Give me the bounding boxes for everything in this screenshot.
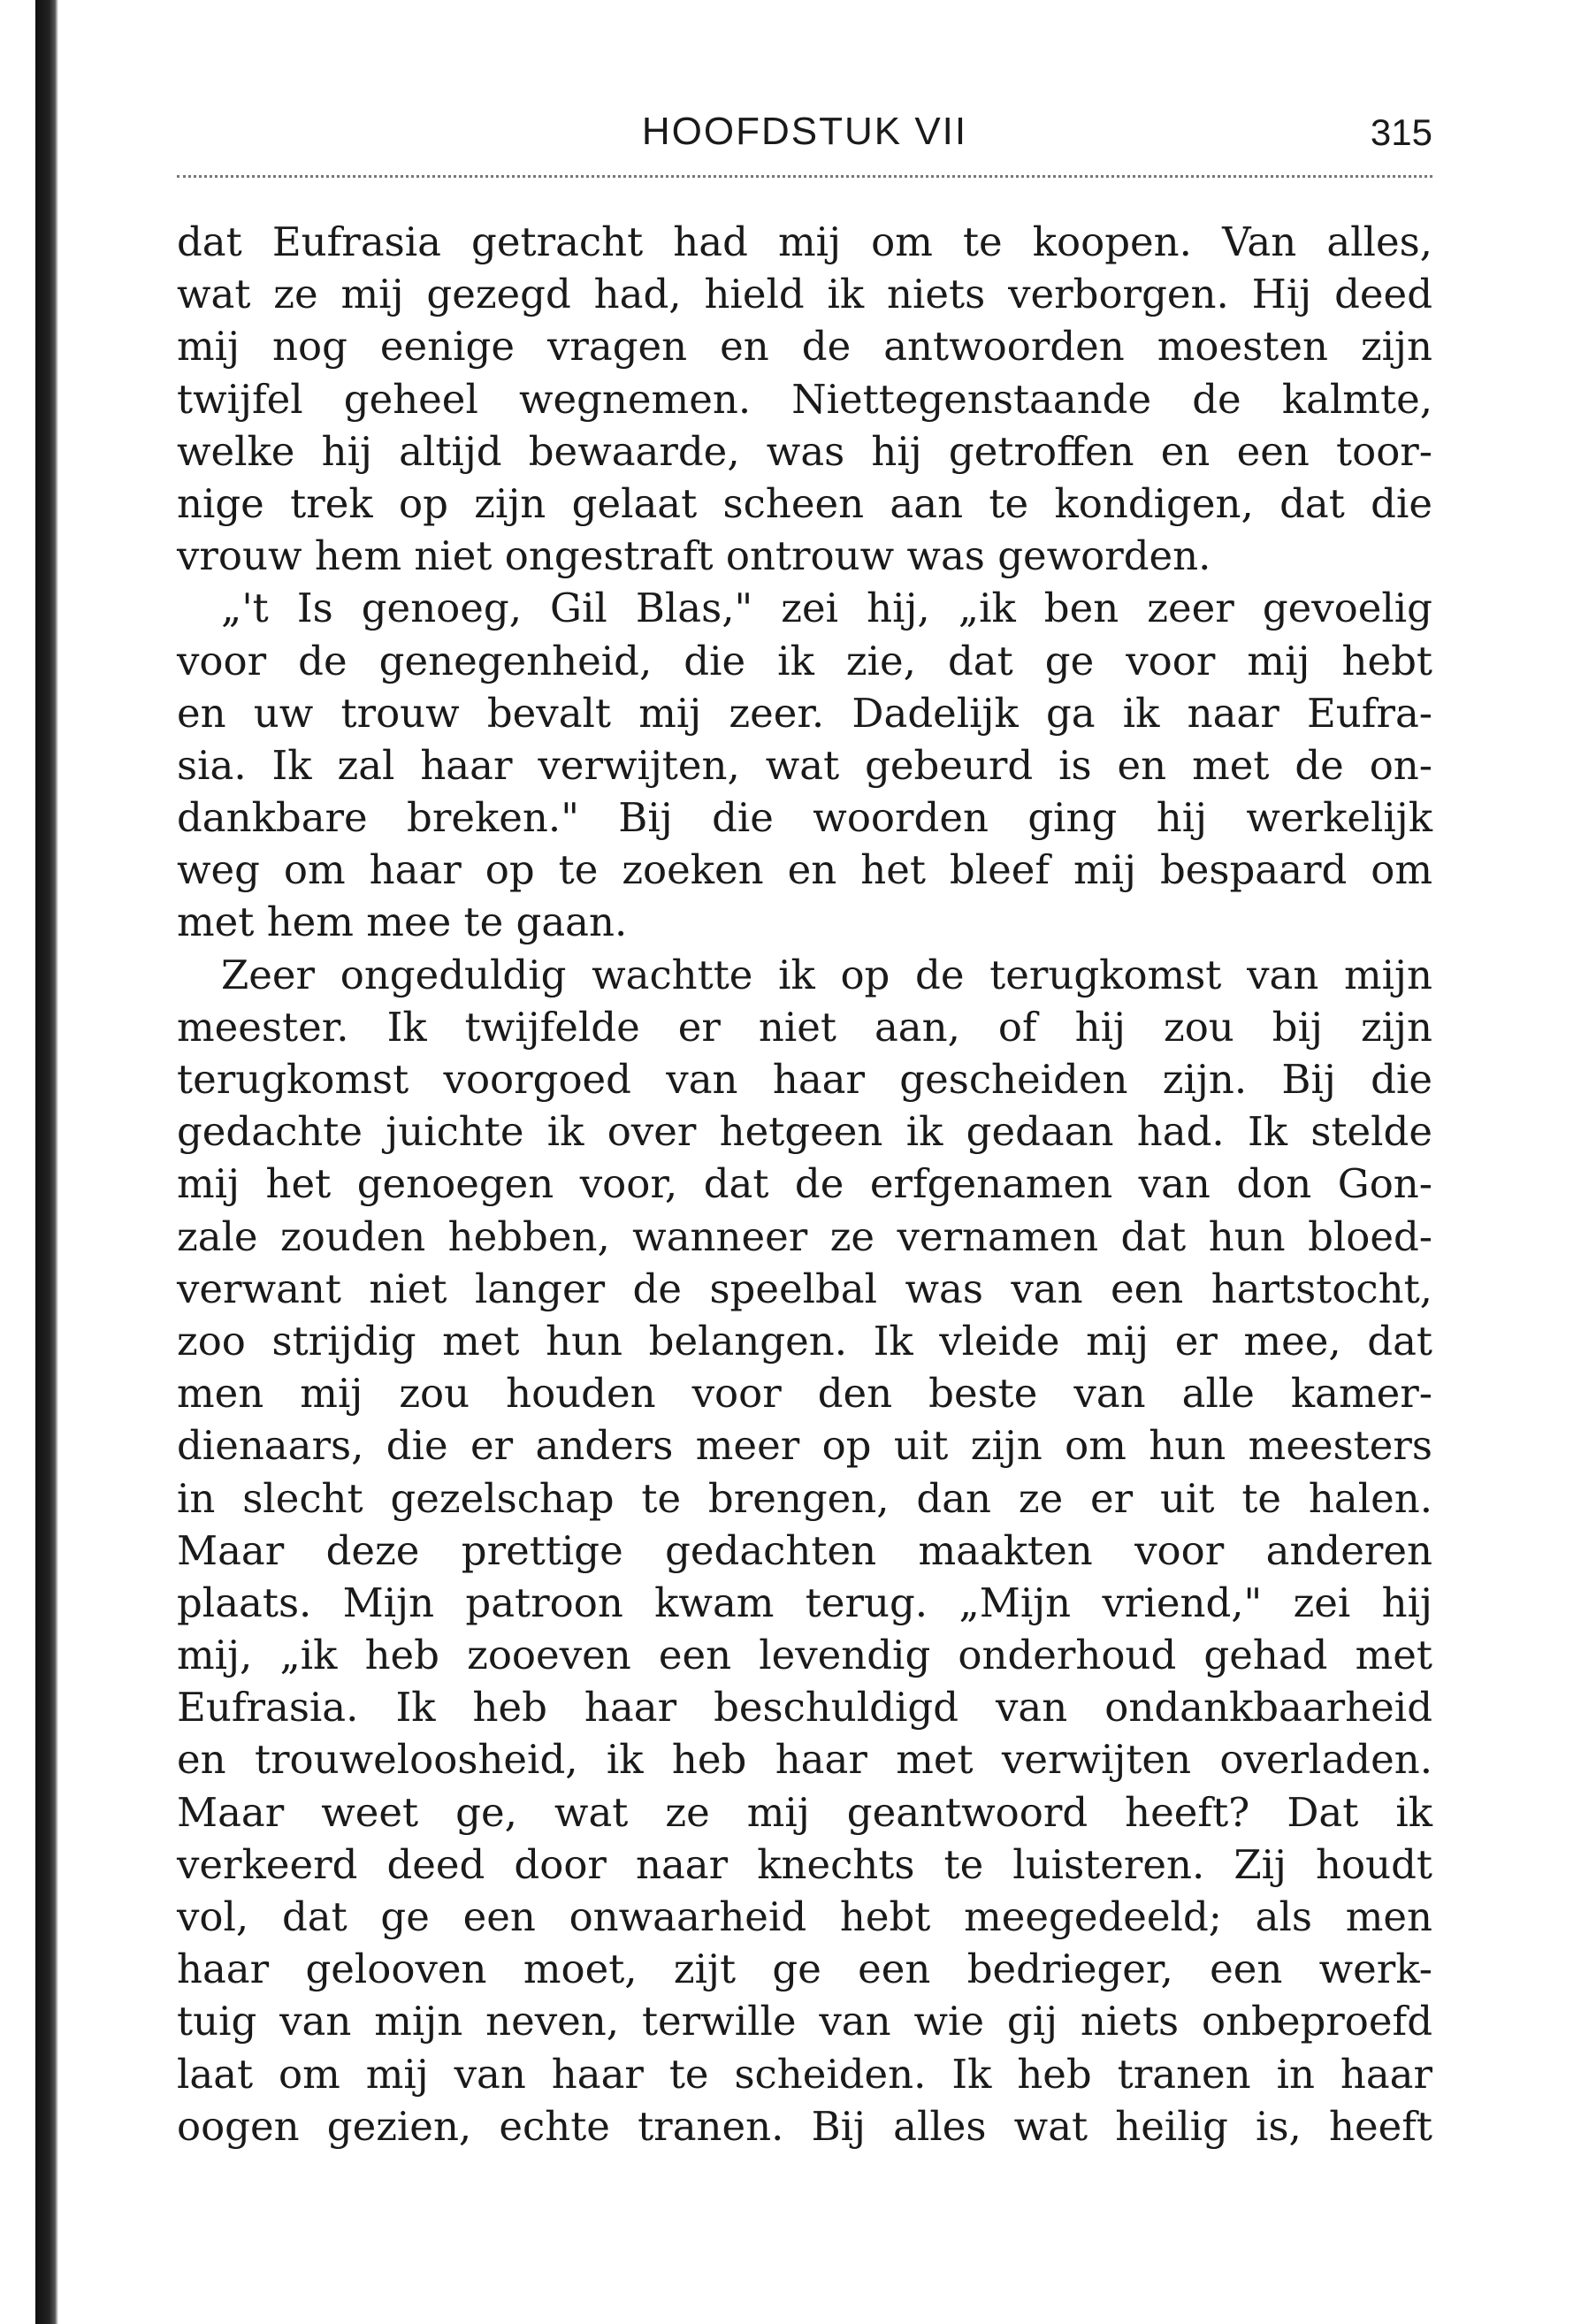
text-line: zoo strijdig met hun belangen. Ik vleide mij er mee, dat: [177, 1317, 1432, 1365]
text-line: in slecht gezelschap te brengen, dan ze er uit te halen.: [177, 1474, 1432, 1522]
text-line: mij, „ik heb zooeven een levendig onderhoud gehad met: [177, 1632, 1432, 1679]
text-line: vol, dat ge een onwaarheid hebt meegedeeld; als men: [177, 1893, 1432, 1940]
text-line: vrouw hem niet ongestraft ontrouw was geworden.: [177, 532, 1211, 580]
text-line: dienaars, die er anders meer op uit zijn om hun meesters: [177, 1422, 1432, 1470]
text-line: verwant niet langer de speelbal was van een hartstocht,: [177, 1265, 1432, 1312]
text-line: verkeerd deed door naar knechts te luisteren. Zij houdt: [177, 1840, 1432, 1888]
text-line: Maar deze prettige gedachten maakten voor anderen: [177, 1526, 1432, 1574]
running-head: [177, 104, 1432, 166]
page-body: [177, 216, 1432, 2152]
text-line: twijfel geheel wegnemen. Niettegenstaande de kalmte,: [177, 375, 1432, 423]
text-line: dat Eufrasia getracht had mij om te koopen. Van alles,: [177, 218, 1432, 265]
text-line: wat ze mij gezegd had, hield ik niets verborgen. Hij deed: [177, 271, 1432, 318]
text-line: mij nog eenige vragen en de antwoorden moesten zijn: [177, 323, 1432, 371]
text-line: met hem mee te gaan.: [177, 898, 628, 946]
text-line: sia. Ik zal haar verwijten, wat gebeurd is en met de on-: [177, 741, 1432, 789]
text-line: men mij zou houden voor den beste van alle kamer-: [177, 1370, 1432, 1418]
text-line: oogen gezien, echte tranen. Bij alles wat heilig is, heeft: [177, 2102, 1432, 2150]
text-line: haar gelooven moet, zijt ge een bedrieger, een werk-: [177, 1946, 1432, 1993]
text-line: zale zouden hebben, wanneer ze vernamen dat hun bloed-: [177, 1212, 1432, 1260]
text-line: nige trek op zijn gelaat scheen aan te kondigen, dat die: [177, 479, 1432, 527]
text-line: Zeer ongeduldig wachtte ik op de terugkomst van mijn: [221, 951, 1432, 998]
text-line: Maar weet ge, wat ze mij geantwoord heeft? Dat ik: [177, 1788, 1432, 1836]
chapter-title: HOOFDSTUK VII: [641, 110, 968, 153]
text-line: plaats. Mijn patroon kwam terug. „Mijn vriend," zei hij: [177, 1579, 1432, 1626]
text-line: gedachte juichte ik over hetgeen ik gedaan had. Ik stelde: [177, 1108, 1432, 1156]
text-line: Eufrasia. Ik heb haar beschuldigd van ondankbaarheid: [177, 1684, 1432, 1732]
binding-edge-shadow: [35, 0, 58, 2324]
header-divider: [177, 175, 1432, 178]
text-line: en uw trouw bevalt mij zeer. Dadelijk ga ik naar Eufra-: [177, 689, 1432, 737]
text-line: „'t Is genoeg, Gil Blas," zei hij, „ik ben zeer gevoelig: [221, 585, 1432, 632]
page-number: 315: [1370, 111, 1432, 153]
text-line: terugkomst voorgoed van haar gescheiden zijn. Bij die: [177, 1056, 1432, 1103]
text-line: en trouweloosheid, ik heb haar met verwijten overladen.: [177, 1736, 1432, 1784]
text-line: dankbare breken." Bij die woorden ging hij werkelijk: [177, 794, 1432, 842]
text-line: laat om mij van haar te scheiden. Ik heb tranen in haar: [177, 2050, 1432, 2098]
text-line: weg om haar op te zoeken en het bleef mij bespaard om: [177, 846, 1432, 894]
text-line: welke hij altijd bewaarde, was hij getroffen en een toor-: [177, 427, 1432, 475]
text-line: tuig van mijn neven, terwille van wie gij niets onbeproefd: [177, 1998, 1432, 2045]
text-line: mij het genoegen voor, dat de erfgenamen van don Gon-: [177, 1160, 1432, 1208]
text-line: meester. Ik twijfelde er niet aan, of hij zou bij zijn: [177, 1003, 1432, 1051]
text-line: voor de genegenheid, die ik zie, dat ge voor mij hebt: [177, 637, 1432, 684]
